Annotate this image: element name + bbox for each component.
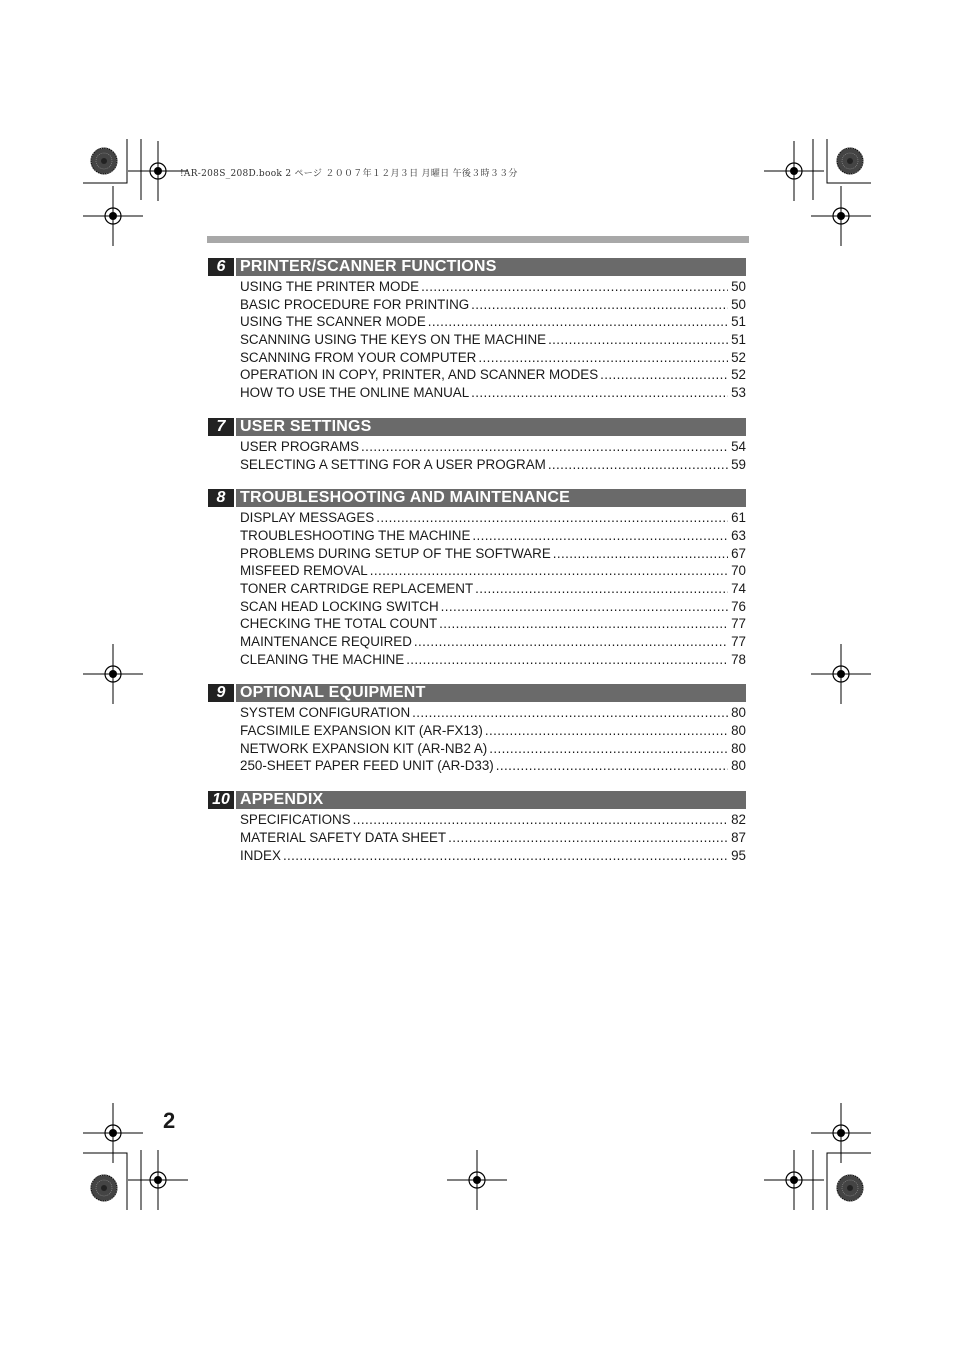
dot-leader — [361, 438, 728, 456]
entry-page: 59 — [731, 456, 746, 472]
toc-entry[interactable] — [240, 331, 746, 349]
entry-page: 80 — [731, 740, 746, 756]
entry-page: 80 — [731, 705, 746, 721]
toc-entry[interactable] — [240, 278, 746, 296]
entry-page: 78 — [731, 651, 746, 667]
section-number: 7 — [208, 418, 234, 436]
entry-title: BASIC PROCEDURE FOR PRINTING — [240, 296, 470, 312]
section-number: 9 — [208, 684, 234, 702]
section-heading — [208, 489, 746, 507]
entry-title: SPECIFICATIONS — [240, 812, 351, 828]
entry-title: USING THE PRINTER MODE — [240, 279, 420, 294]
toc-entry[interactable] — [240, 349, 746, 367]
toc-entry[interactable] — [240, 456, 746, 474]
dot-leader — [496, 757, 728, 775]
section-heading — [208, 684, 746, 702]
entry-page: 67 — [731, 545, 746, 561]
dot-leader — [283, 847, 728, 865]
dot-leader — [421, 278, 728, 296]
entry-page: 70 — [731, 563, 746, 579]
dot-leader — [353, 811, 728, 829]
entry-title: INDEX — [240, 847, 281, 863]
toc-entry[interactable] — [240, 829, 746, 847]
entry-title: MAINTENANCE REQUIRED — [240, 634, 412, 649]
section-title: TROUBLESHOOTING AND MAINTENANCE — [236, 489, 746, 507]
toc-entry[interactable] — [240, 527, 746, 545]
entry-page: 76 — [731, 598, 746, 614]
entry-title: TONER CARTRIDGE REPLACEMENT — [240, 580, 474, 596]
toc-entry[interactable] — [240, 704, 746, 722]
toc-entry[interactable] — [240, 545, 746, 563]
dot-leader — [406, 651, 728, 669]
top-rule — [207, 236, 749, 243]
entry-title: MATERIAL SAFETY DATA SHEET — [240, 829, 447, 845]
entry-page: 51 — [731, 314, 746, 330]
entry-title: HOW TO USE THE ONLINE MANUAL — [240, 385, 470, 401]
toc-entry[interactable] — [240, 651, 746, 669]
dot-leader — [485, 722, 728, 740]
toc-entry[interactable] — [240, 847, 746, 865]
toc-entry[interactable] — [240, 384, 746, 402]
dot-leader — [478, 349, 728, 367]
entry-page: 54 — [731, 438, 746, 454]
dot-leader — [448, 829, 728, 847]
file-info-header: !AR-208S_208D.book 2 ページ ２００７年１２月３日 月曜日 午後３時３３分 — [180, 169, 518, 179]
dot-leader — [489, 740, 728, 758]
entry-page: 50 — [731, 296, 746, 312]
dot-leader — [475, 580, 728, 598]
toc-entry[interactable] — [240, 722, 746, 740]
entry-page: 87 — [731, 829, 746, 845]
toc-entry[interactable] — [240, 740, 746, 758]
entry-page: 95 — [731, 847, 746, 863]
toc-entry[interactable] — [240, 811, 746, 829]
entry-page: 80 — [731, 723, 746, 739]
toc-entry[interactable] — [240, 580, 746, 598]
entry-title: SYSTEM CONFIGURATION — [240, 705, 411, 721]
entry-page: 74 — [731, 580, 746, 596]
page-number: 2 — [163, 1108, 176, 1133]
dot-leader — [428, 313, 728, 331]
dot-leader — [471, 384, 728, 402]
toc-entry[interactable] — [240, 598, 746, 616]
entry-page: 77 — [731, 616, 746, 632]
entry-page: 80 — [731, 758, 746, 774]
entry-page: 77 — [731, 634, 746, 649]
table-of-contents — [208, 258, 746, 880]
entry-title: FACSIMILE EXPANSION KIT (AR-FX13) — [240, 723, 483, 739]
section-number: 8 — [208, 489, 234, 507]
toc-section — [208, 684, 746, 775]
section-title: OPTIONAL EQUIPMENT — [236, 684, 746, 702]
entry-page: 53 — [731, 385, 746, 401]
section-heading — [208, 258, 746, 276]
toc-entry[interactable] — [240, 757, 746, 775]
section-number: 10 — [208, 791, 234, 809]
section-title: APPENDIX — [236, 791, 746, 809]
entry-title: SCANNING USING THE KEYS ON THE MACHINE — [240, 332, 547, 348]
toc-section — [208, 791, 746, 864]
entry-page: 63 — [731, 527, 746, 543]
dot-leader — [553, 545, 728, 563]
toc-section — [208, 418, 746, 473]
entry-page: 50 — [731, 279, 746, 294]
entry-title: MISFEED REMOVAL — [240, 563, 368, 579]
entry-title: 250-SHEET PAPER FEED UNIT (AR-D33) — [240, 758, 494, 774]
entry-page: 52 — [731, 367, 746, 383]
toc-entry[interactable] — [240, 296, 746, 314]
dot-leader — [548, 456, 728, 474]
entry-title: USER PROGRAMS — [240, 438, 360, 454]
entry-title: SCANNING FROM YOUR COMPUTER — [240, 349, 477, 365]
dot-leader — [412, 704, 728, 722]
section-title: USER SETTINGS — [236, 418, 746, 436]
entry-title: OPERATION IN COPY, PRINTER, AND SCANNER MODES — [240, 367, 599, 383]
toc-section — [208, 258, 746, 402]
toc-entry[interactable] — [240, 366, 746, 384]
entry-title: TROUBLESHOOTING THE MACHINE — [240, 527, 471, 543]
section-heading — [208, 791, 746, 809]
toc-entry[interactable] — [240, 562, 746, 580]
entry-title: CHECKING THE TOTAL COUNT — [240, 616, 438, 632]
entry-title: NETWORK EXPANSION KIT (AR-NB2 A) — [240, 740, 488, 756]
entry-page: 82 — [731, 812, 746, 828]
dot-leader — [548, 331, 728, 349]
toc-section — [208, 489, 746, 668]
section-title: PRINTER/SCANNER FUNCTIONS — [236, 258, 746, 276]
entry-title: SELECTING A SETTING FOR A USER PROGRAM — [240, 456, 546, 472]
dot-leader — [472, 527, 728, 545]
entry-title: SCAN HEAD LOCKING SWITCH — [240, 598, 439, 614]
dot-leader — [471, 296, 728, 314]
dot-leader — [441, 598, 728, 616]
entry-title: DISPLAY MESSAGES — [240, 510, 375, 526]
entry-page: 51 — [731, 332, 746, 348]
entry-title: PROBLEMS DURING SETUP OF THE SOFTWARE — [240, 545, 551, 561]
dot-leader — [370, 562, 728, 580]
toc-entry[interactable] — [240, 438, 746, 456]
dot-leader — [376, 509, 728, 527]
dot-leader — [600, 366, 728, 384]
toc-entry[interactable] — [240, 615, 746, 633]
section-number: 6 — [208, 258, 234, 276]
toc-entry[interactable] — [240, 633, 746, 651]
toc-entry[interactable] — [240, 313, 746, 331]
entry-title: CLEANING THE MACHINE — [240, 651, 405, 667]
section-heading — [208, 418, 746, 436]
toc-entry[interactable] — [240, 509, 746, 527]
entry-page: 52 — [731, 349, 746, 365]
dot-leader — [439, 615, 728, 633]
entry-title: USING THE SCANNER MODE — [240, 314, 426, 330]
dot-leader — [414, 633, 728, 651]
entry-page: 61 — [731, 510, 746, 526]
